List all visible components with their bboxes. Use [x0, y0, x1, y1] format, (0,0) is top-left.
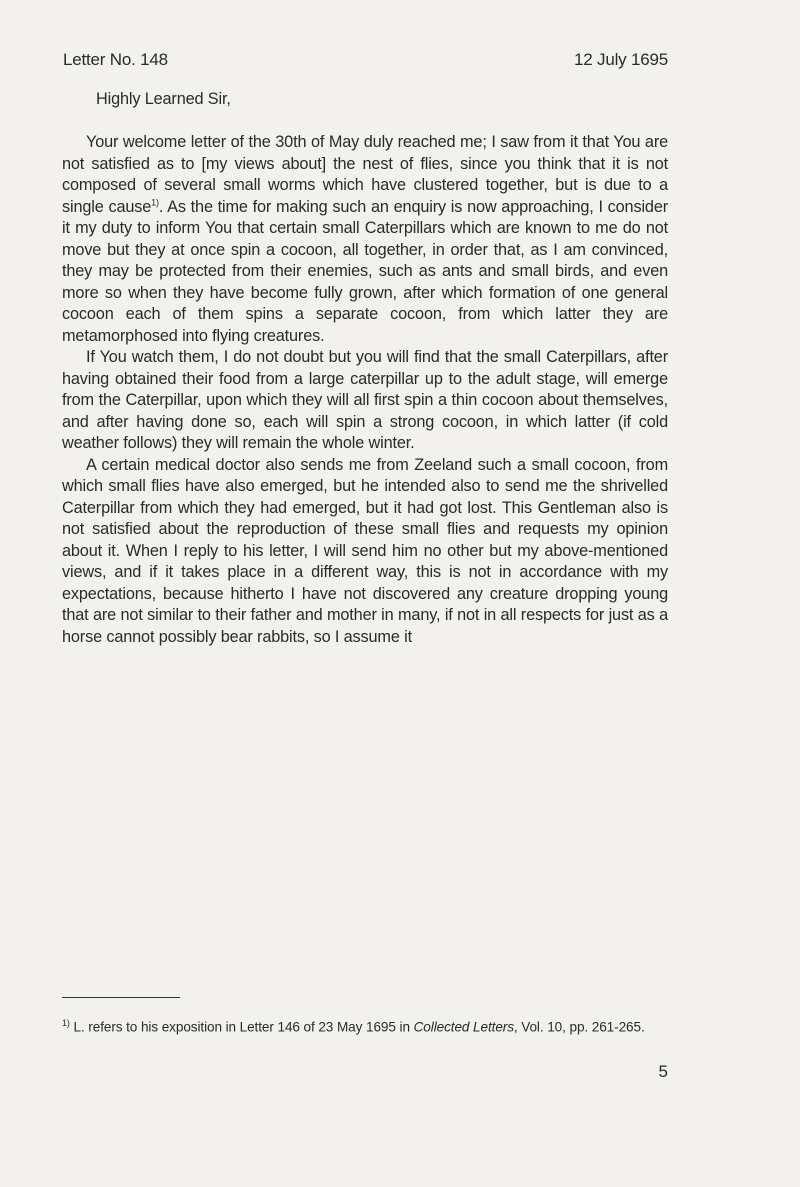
- paragraph-1-start: Your welcome letter of the 30th of May duly reached me; I saw from it that You are not satisfied as to [my views about] the nest of flies, since you think that it is not composed of several small worms which have clustered together, but is due to a single cause: [62, 133, 668, 216]
- footnote-divider: [62, 997, 180, 998]
- running-header: [63, 50, 668, 70]
- paragraph-1-end: . As the time for making such an enquiry is now approaching, I consider it my duty to inform You that certain small Caterpillars which are known to me do not move but they at once spin a cocoon, all together, in order that, as I am convinced, they may be protected from their enemies, such as ants and small birds, and even more so when they have become fully grown, after which formation of one general cocoon each of them spins a separate cocoon, from which latter they are metamorphosed into flying creatures.: [62, 197, 668, 345]
- footnote: [62, 1014, 668, 1037]
- footnote-reference: 1): [151, 197, 159, 208]
- footnote-text-start: L. refers to his exposition in Letter 146 of 23 May 1695 in: [69, 1019, 414, 1035]
- letter-body: [62, 89, 668, 648]
- page-number: 5: [658, 1062, 668, 1081]
- paragraph-3: A certain medical doctor also sends me from Zeeland such a small cocoon, from which small flies have also emerged, but he intended also to send me the shrivelled Caterpillar from which they had emerged, but it had got lost. This Gentleman also is not satisfied about the reproduction of these small flies and requests my opinion about it. When I reply to his letter, I will send him no other but my above-mentioned views, and if it takes place in a different way, this is not in accordance with my expectations, because hitherto I have not discovered any creature dropping young that are not similar to their father and mother in many, if not in all respects for just as a horse cannot possibly bear rabbits, so I assume it: [62, 455, 668, 646]
- paragraph-2: If You watch them, I do not doubt but you will find that the small Caterpillars, after having obtained their food from a large caterpillar up to the adult stage, will emerge from the Caterpillar, upon which they will all first spin a thin cocoon about themselves, and after having done so, each will spin a strong cocoon, in which latter (if cold weather follows) they will remain the whole winter.: [62, 348, 668, 452]
- footnote-book-title: Collected Letters: [413, 1019, 514, 1035]
- paragraph-1: [62, 132, 668, 347]
- footnote-text-end: , Vol. 10, pp. 261-265.: [513, 1019, 645, 1035]
- salutation: Highly Learned Sir,: [96, 90, 231, 108]
- letter-date: 12 July 1695: [573, 50, 668, 69]
- footnote-mark: 1): [62, 1018, 70, 1028]
- letter-number: Letter No. 148: [63, 50, 168, 69]
